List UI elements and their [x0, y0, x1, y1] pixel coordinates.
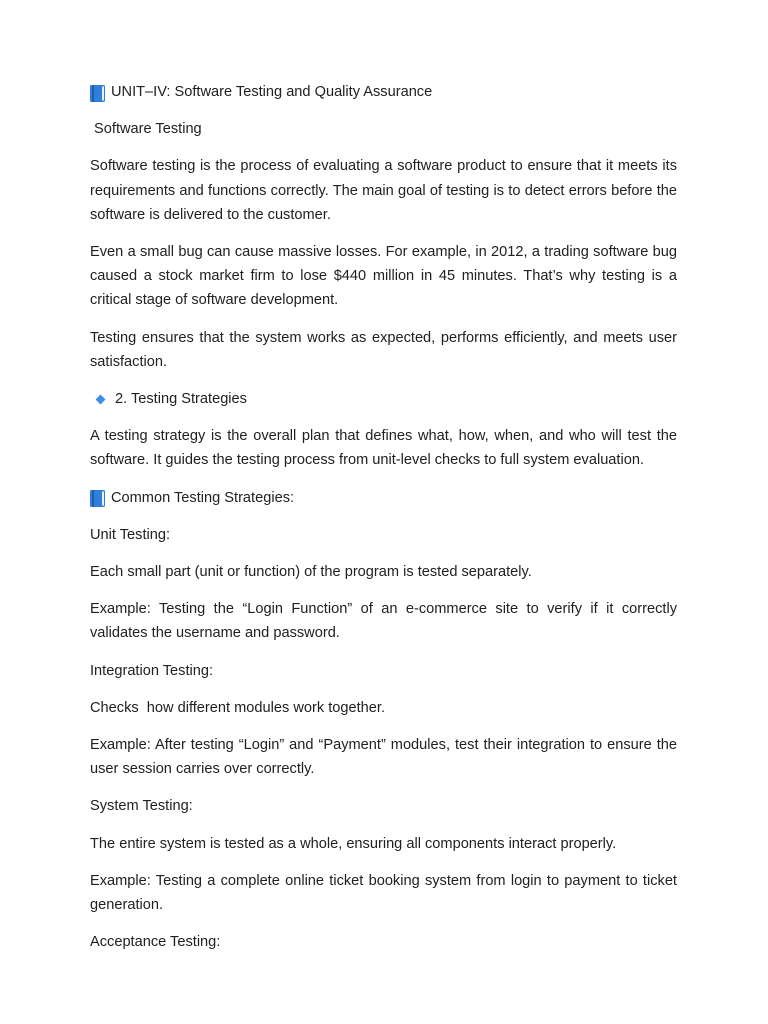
strategies-heading-text: 2. Testing Strategies — [115, 391, 247, 408]
intro-paragraph-2: Even a small bug can cause massive losses. For example, in 2012, a trading software bug caused a stock market firm to lose $440 million in 45 minutes. That’s why testing is a critical stage of software development. — [90, 244, 677, 309]
unit-testing-title: Unit Testing: — [90, 526, 171, 543]
integration-testing-title: Integration Testing: — [90, 662, 214, 679]
system-testing-example: Example: Testing a complete online ticket booking system from login to payment to ticket generation. — [90, 872, 677, 914]
integration-testing-example: Example: After testing “Login” and “Payment” modules, test their integration to ensure the user session carries over correctly. — [90, 737, 677, 778]
common-strategies-heading — [90, 486, 677, 510]
unit-title — [90, 80, 677, 104]
intro-paragraph-1: Software testing is the process of evaluating a software product to ensure that it meets its requirements and functions correctly. The main goal of testing is to detect errors before the software is delivered to the customer. — [90, 158, 677, 223]
section-heading: Software Testing — [90, 121, 202, 138]
document-page — [90, 80, 677, 967]
system-testing-title: System Testing: — [90, 798, 193, 815]
unit-title-text: UNIT–IV: Software Testing and Quality Assurance — [111, 84, 433, 100]
acceptance-testing-title: Acceptance Testing: — [90, 934, 221, 951]
unit-testing-description: Each small part (unit or function) of the program is tested separately. — [90, 564, 532, 581]
strategies-paragraph: A testing strategy is the overall plan that defines what, how, when, and who will test the software. It guides the testing process from unit-level checks to full system evaluation. — [90, 428, 677, 469]
small-blue-diamond-icon — [96, 394, 106, 404]
blue-book-icon — [90, 85, 105, 102]
strategies-heading — [90, 387, 677, 411]
blue-book-icon — [90, 490, 105, 507]
unit-testing-example: Example: Testing the “Login Function” of an e-commerce site to verify if it correctly validates the username and password. — [90, 601, 677, 642]
intro-paragraph-3: Testing ensures that the system works as expected, performs efficiently, and meets user satisfaction. — [90, 329, 677, 370]
integration-testing-description: Checks how different modules work together. — [90, 699, 386, 716]
common-strategies-heading-text: Common Testing Strategies: — [111, 489, 295, 506]
system-testing-description: The entire system is tested as a whole, ensuring all components interact properly. — [90, 835, 617, 852]
